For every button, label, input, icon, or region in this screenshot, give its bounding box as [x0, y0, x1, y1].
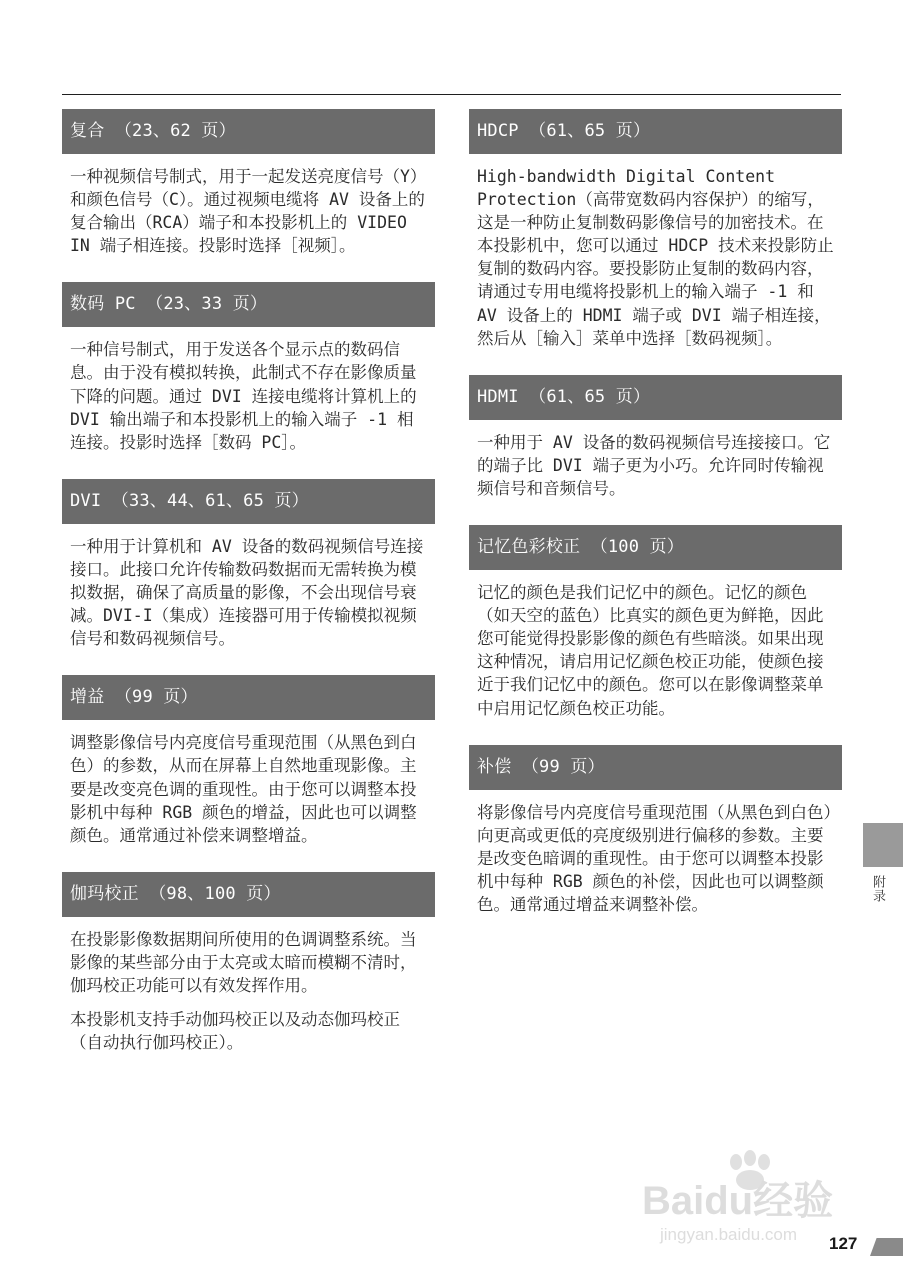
page-number: 127 [829, 1234, 858, 1253]
entry-paragraph: 在投影影像数据期间所使用的色调调整系统。当影像的某些部分由于太亮或太暗而模糊不清时，伽玛校正功能可以有效发挥作用。 [70, 929, 417, 995]
right-column [469, 109, 842, 941]
entry-body [62, 524, 435, 667]
watermark-brand: Baidu经验 [642, 1179, 834, 1223]
entry-heading: HDMI （61、65 页） [469, 375, 842, 420]
entry-paragraph: 一种信号制式，用于发送各个显示点的数码信息。由于没有模拟转换，此制式不存在影像质量下降的问题。通过 DVI 连接电缆将计算机上的 DVI 输出端子和本投影机上的输入端子 -1 相连接。投影时选择［数码 PC］。 [70, 340, 417, 452]
glossary-entry-offset [469, 745, 842, 933]
entry-body [62, 917, 435, 1071]
entry-paragraph: 一种视频信号制式，用于一起发送亮度信号（Y）和颜色信号（C）。通过视频电缆将 AV 设备上的复合输出（RCA）端子和本投影机上的 VIDEO IN 端子相连接。投影时选择［视频］。 [70, 167, 427, 256]
entry-heading: 增益 （99 页） [62, 675, 435, 720]
entry-heading: 伽玛校正 （98、100 页） [62, 872, 435, 917]
entry-body [62, 720, 435, 863]
entry-body [469, 570, 842, 737]
top-rule [62, 94, 841, 95]
glossary-entry-digital-pc [62, 282, 435, 470]
page-number-bar [870, 1238, 903, 1256]
glossary-entry-composite [62, 109, 435, 274]
watermark-url: jingyan.baidu.com [660, 1225, 798, 1244]
entry-paragraph: 调整影像信号内亮度信号重现范围（从黑色到白色）的参数，从而在屏幕上自然地重现影像。主要是改变亮色调的重现性。由于您可以调整本投影机中每种 RGB 颜色的增益，因此也可以调整颜色。通常通过补偿来调整增益。 [70, 733, 417, 845]
entry-paragraph: 一种用于 AV 设备的数码视频信号连接接口。它的端子比 DVI 端子更为小巧。允许同时传输视频信号和音频信号。 [477, 432, 831, 498]
entry-body [62, 154, 435, 274]
section-label: 附录 [870, 875, 885, 903]
watermark-logo [640, 1150, 860, 1245]
entry-paragraph: 记忆的颜色是我们记忆中的颜色。记忆的颜色（如天空的蓝色）比真实的颜色更为鲜艳，因此您可能觉得投影影像的颜色有些暗淡。如果出现这种情况，请启用记忆颜色校正功能，使颜色接近于我们记忆中的颜色。您可以在影像调整菜单中启用记忆颜色校正功能。 [477, 583, 824, 718]
glossary-entry-gamma [62, 872, 435, 1071]
glossary-entry-hdcp [469, 109, 842, 367]
entry-paragraph: 本投影机支持手动伽玛校正以及动态伽玛校正（自动执行伽玛校正）。 [70, 1010, 400, 1053]
entry-heading: HDCP （61、65 页） [469, 109, 842, 154]
glossary-entry-gain [62, 675, 435, 863]
entry-body [62, 327, 435, 470]
entry-heading: DVI （33、44、61、65 页） [62, 479, 435, 524]
entry-body [469, 420, 842, 517]
left-column [62, 109, 435, 1079]
glossary-entry-memory-color [469, 525, 842, 737]
entry-heading: 补偿 （99 页） [469, 745, 842, 790]
section-tab [863, 823, 903, 867]
entry-paragraph: High-bandwidth Digital Content Protection（高带宽数码内容保护）的缩写，这是一种防止复制数码影像信号的加密技术。在本投影机中，您可以通过 HDCP 技术来投影防止复制的数码内容。要投影防止复制的数码内容，请通过专用电缆将投影机上的输入端子 -1 和 AV 设备上的 HDMI 端子或 DVI 端子相连接，然后从［输入］菜单中选择［数码视频］。 [477, 167, 834, 348]
entry-heading: 数码 PC （23、33 页） [62, 282, 435, 327]
glossary-entry-hdmi [469, 375, 842, 517]
glossary-entry-dvi [62, 479, 435, 667]
entry-body [469, 790, 842, 933]
entry-heading: 记忆色彩校正 （100 页） [469, 525, 842, 570]
entry-paragraph: 将影像信号内亮度信号重现范围（从黑色到白色）向更高或更低的亮度级别进行偏移的参数。主要是改变色暗调的重现性。由于您可以调整本投影机中每种 RGB 颜色的补偿，因此也可以调整颜色。通常通过增益来调整补偿。 [477, 802, 832, 914]
entry-paragraph: 一种用于计算机和 AV 设备的数码视频信号连接接口。此接口允许传输数码数据而无需转换为模拟数据，确保了高质量的影像，不会出现信号衰减。DVI-I（集成）连接器可用于传输模拟视频信号和数码视频信号。 [70, 536, 424, 649]
entry-body [469, 154, 842, 367]
entry-heading: 复合 （23、62 页） [62, 109, 435, 154]
